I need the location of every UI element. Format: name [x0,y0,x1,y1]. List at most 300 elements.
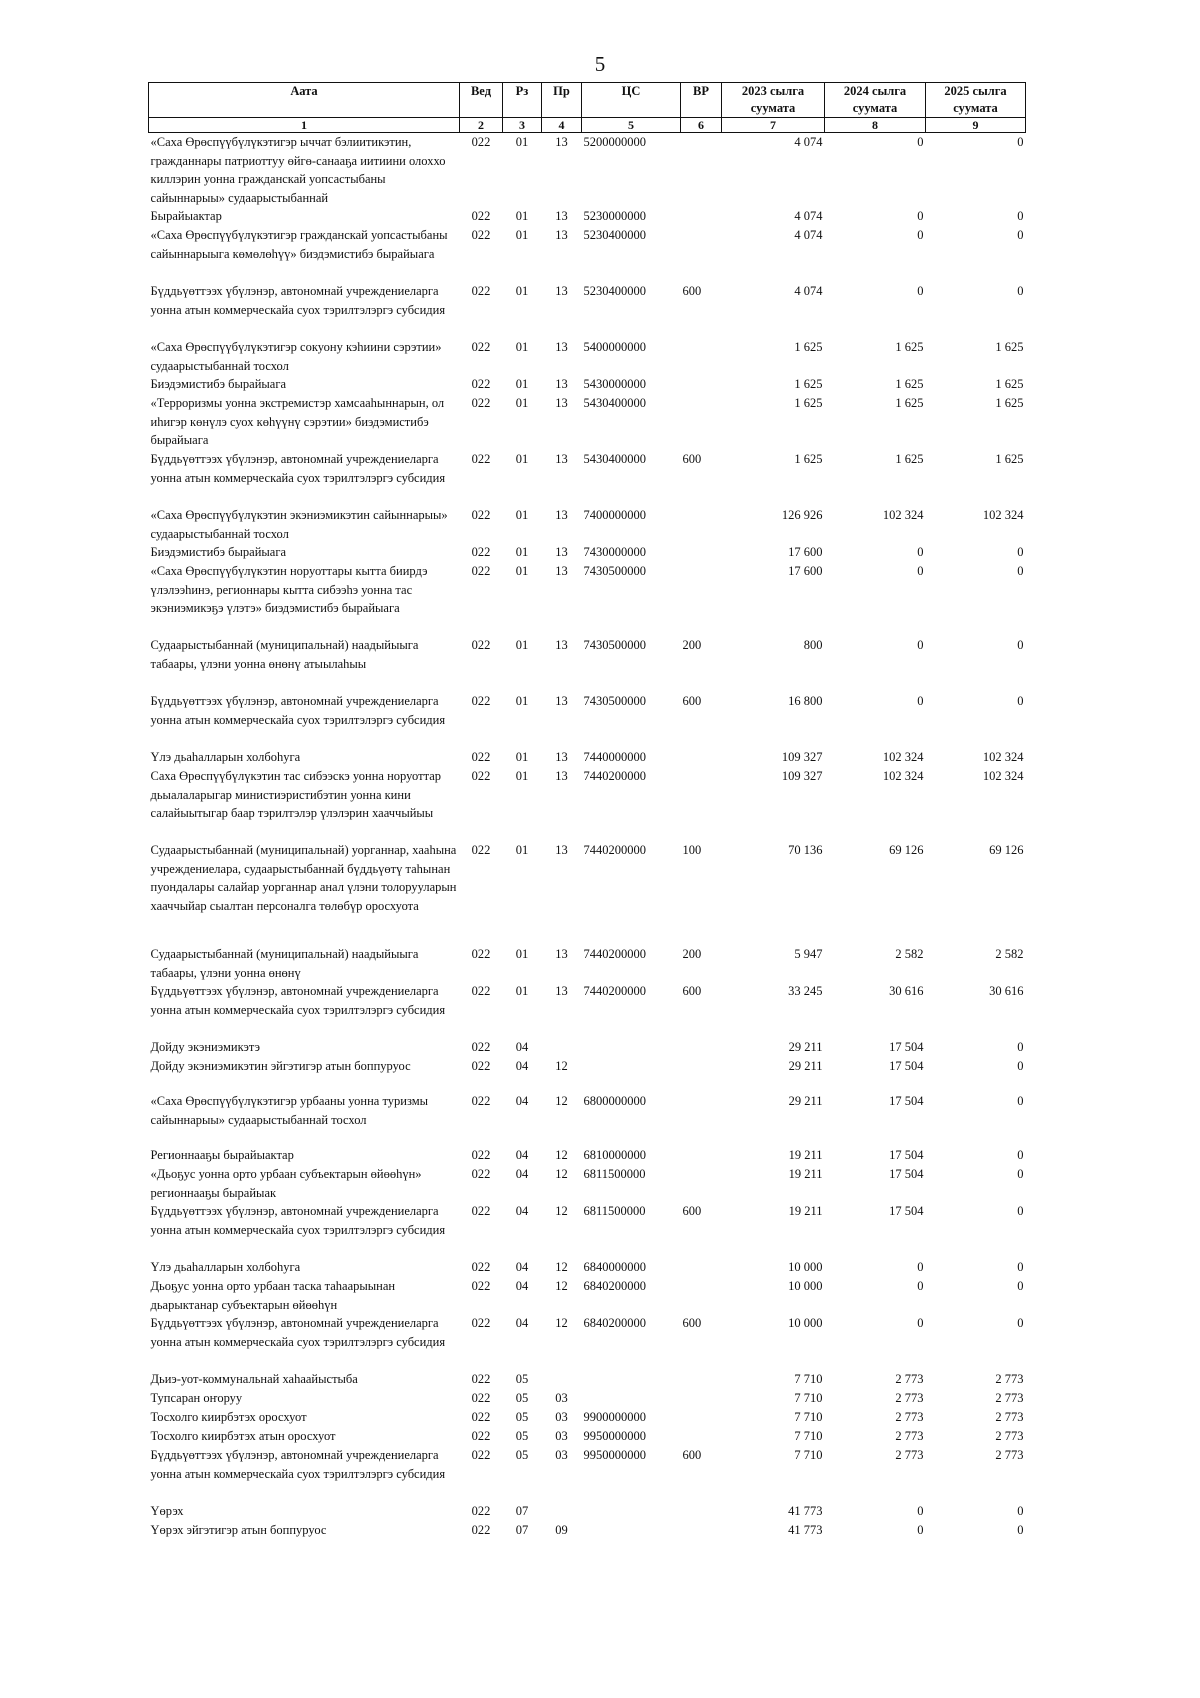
row-rz: 04 [515,1316,529,1330]
row-amount-2024: 0 [917,1523,924,1537]
row-name: «Саха Өрөспүүбүлүкэтин экэниэмикэтин сайыннарыы» судаарыстыбаннай тосхол [150,508,448,541]
row-name: Дьоҕус уонна орто урбаан таска таһаарыынан дьарыктанар субъектарын өйөөһүн [150,1279,396,1312]
row-vr [681,1389,722,1408]
row-name: Бүддьүөттээх үбүлэнэр, автономнай учреждениеларга уонна атын коммерческайа суох тэрилтэлэргэ субсидия [150,694,446,727]
row-amount-2023: 10 000 [788,1316,823,1330]
row-name: Бүддьүөттээх үбүлэнэр, автономнай учреждениеларга уонна атын коммерческайа суох тэрилтэлэргэ субсидия [150,984,446,1017]
row-amount-2025: 2 773 [995,1429,1024,1443]
row-amount-2024: 17 504 [889,1167,924,1181]
row-amount-2024: 1 625 [895,340,924,354]
row-amount-2025: 2 773 [995,1448,1024,1462]
header-cell: 2023 сылга суумата [722,83,825,118]
page-number: 5 [594,52,606,76]
row-name: Бүддьүөттээх үбүлэнэр, автономнай учреждениеларга уонна атын коммерческайа суох тэрилтэлэргэ субсидия [150,1316,446,1349]
row-amount-2023: 5 947 [794,947,823,961]
row-cs [582,1038,681,1057]
table-row [149,394,1026,450]
row-name: Судаарыстыбаннай (муниципальнай) уорганнар, хааһына учреждениелара, судаарыстыбаннай бүддьүөтү таһынан пуондалары салайар уорганнар анал үлэни толорууларын хааччыйар сыалтан персоналга төлөбүр оросхуота [150,843,457,913]
row-ved: 022 [471,1504,491,1518]
row-amount-2025: 0 [1017,1167,1024,1181]
row-name: «Терроризмы уонна экстремистэр хамсааһыннарын, ол иһигэр көнүлэ суох көһүүнү сэрэтии» биэдэмистибэ бырайыага [150,396,445,447]
row-cs: 5230400000 [583,284,646,298]
row-vr: 600 [682,1316,702,1330]
row-amount-2023: 4 074 [794,284,823,298]
row-pr: 12 [555,1094,568,1108]
row-vr [681,1057,722,1092]
row-amount-2024: 1 625 [895,452,924,466]
row-rz: 04 [515,1279,529,1293]
row-cs: 5430400000 [583,452,646,466]
row-ved: 022 [471,638,491,652]
row-amount-2025: 2 773 [995,1372,1024,1386]
table-row [149,982,1026,1038]
row-ved: 022 [471,1148,491,1162]
row-vr [681,767,722,841]
table-row [149,1202,1026,1258]
row-ved: 022 [471,1448,491,1462]
row-vr [681,133,722,208]
row-cs: 6840200000 [583,1316,646,1330]
row-name: Бүддьүөттээх үбүлэнэр, автономнай учреждениеларга уонна атын коммерческайа суох тэрилтэлэргэ субсидия [150,1204,446,1237]
row-rz: 05 [515,1429,529,1443]
row-amount-2024: 102 324 [882,769,924,783]
row-amount-2024: 2 773 [895,1372,924,1386]
table-row [149,841,1026,945]
row-amount-2023: 70 136 [788,843,823,857]
row-pr: 12 [555,1260,568,1274]
row-rz: 01 [515,638,529,652]
row-amount-2024: 69 126 [889,843,924,857]
row-pr: 13 [555,694,568,708]
row-pr: 13 [555,135,568,149]
row-amount-2024: 0 [917,209,924,223]
row-cs: 7440200000 [583,984,646,998]
row-vr: 600 [682,1448,702,1462]
table-row [149,338,1026,375]
table-row [149,1314,1026,1370]
row-rz: 01 [515,769,529,783]
row-vr [681,1521,722,1540]
row-vr: 600 [682,694,702,708]
row-amount-2023: 1 625 [794,377,823,391]
table-row [149,1038,1026,1057]
row-pr: 13 [555,769,568,783]
row-amount-2023: 10 000 [788,1279,823,1293]
row-ved: 022 [471,1279,491,1293]
table-row [149,207,1026,226]
table-row [149,1165,1026,1202]
header-number: 1 [149,118,460,133]
row-amount-2025: 0 [1017,1316,1024,1330]
row-amount-2025: 69 126 [989,843,1024,857]
row-amount-2023: 29 211 [788,1059,823,1073]
row-amount-2025: 0 [1017,135,1024,149]
header-cell: ЦС [582,83,681,118]
row-pr: 13 [555,947,568,961]
row-rz: 01 [515,545,529,559]
row-cs: 6840000000 [583,1260,646,1274]
row-amount-2023: 29 211 [788,1040,823,1054]
row-pr: 13 [555,508,568,522]
row-amount-2024: 0 [917,1260,924,1274]
table-row [149,1521,1026,1540]
row-ved: 022 [471,1094,491,1108]
row-ved: 022 [471,284,491,298]
row-ved: 022 [471,1410,491,1424]
row-pr: 12 [555,1316,568,1330]
row-rz: 01 [515,564,529,578]
row-name: Регионнааҕы бырайыактар [150,1148,294,1162]
row-pr: 13 [555,843,568,857]
row-vr: 600 [682,1204,702,1218]
row-name: Тосхолго киирбэтэх атын оросхуот [150,1429,336,1443]
table-row [149,1277,1026,1314]
row-pr: 13 [555,564,568,578]
row-cs: 9950000000 [583,1429,646,1443]
row-name: Дьиэ-уот-коммунальнай хаһаайыстыба [150,1372,358,1386]
table-row [149,543,1026,562]
row-vr [681,543,722,562]
row-cs: 7440200000 [583,843,646,857]
row-vr [681,375,722,394]
row-rz: 01 [515,340,529,354]
row-amount-2023: 17 600 [788,545,823,559]
row-amount-2023: 7 710 [794,1410,823,1424]
row-amount-2023: 19 211 [788,1204,823,1218]
row-pr [542,1370,582,1389]
row-rz: 05 [515,1372,529,1386]
row-amount-2025: 0 [1017,1523,1024,1537]
header-cell: Вед [460,83,503,118]
row-amount-2024: 17 504 [889,1204,924,1218]
row-amount-2025: 0 [1017,209,1024,223]
row-rz: 01 [515,694,529,708]
header-number: 5 [582,118,681,133]
row-cs: 9900000000 [583,1410,646,1424]
row-ved: 022 [471,228,491,242]
header-cell: Пр [542,83,582,118]
row-cs: 7440000000 [583,750,646,764]
row-cs [582,1502,681,1521]
row-vr [681,1165,722,1202]
row-amount-2024: 17 504 [889,1040,924,1054]
row-cs: 6811500000 [583,1204,646,1218]
header-number: 7 [722,118,825,133]
header-cell: Аата [149,83,460,118]
row-rz: 01 [515,209,529,223]
table-header [149,83,1026,133]
row-cs [582,1370,681,1389]
row-amount-2025: 0 [1017,1148,1024,1162]
row-amount-2024: 102 324 [882,508,924,522]
table-row [149,636,1026,692]
row-vr [681,506,722,543]
row-amount-2025: 1 625 [995,340,1024,354]
row-cs: 7400000000 [583,508,646,522]
row-ved: 022 [471,564,491,578]
row-name: Үлэ дьаһалларын холбоһуга [150,1260,301,1274]
table-body [149,133,1026,1541]
row-amount-2023: 1 625 [794,396,823,410]
table-row [149,1446,1026,1502]
row-ved: 022 [471,340,491,354]
row-cs: 5400000000 [583,340,646,354]
budget-table [148,82,1026,1540]
row-amount-2024: 1 625 [895,377,924,391]
row-rz: 01 [515,377,529,391]
row-vr [681,207,722,226]
row-amount-2024: 2 773 [895,1391,924,1405]
row-amount-2025: 1 625 [995,452,1024,466]
row-name: Бырайыактар [150,209,222,223]
header-number: 9 [926,118,1026,133]
row-name: Дойду экэниэмикэтэ [150,1040,260,1054]
row-cs: 6800000000 [583,1094,646,1108]
row-cs: 5200000000 [583,135,646,149]
row-vr [681,1277,722,1314]
row-name: Тупсаран оҥоруу [150,1391,243,1405]
row-amount-2023: 1 625 [794,340,823,354]
row-cs: 5230400000 [583,228,646,242]
row-vr [681,1502,722,1521]
row-ved: 022 [471,452,491,466]
row-vr: 600 [682,984,702,998]
row-vr [681,338,722,375]
row-rz: 01 [515,508,529,522]
row-name: Бүддьүөттээх үбүлэнэр, автономнай учреждениеларга уонна атын коммерческайа суох тэрилтэлэргэ субсидия [150,284,446,317]
row-amount-2024: 0 [917,1279,924,1293]
row-pr: 13 [555,545,568,559]
row-amount-2024: 102 324 [882,750,924,764]
row-name: Үлэ дьаһалларын холбоһуга [150,750,301,764]
row-name: Судаарыстыбаннай (муниципальнай) наадыйыыга табаары, үлэни уонна өнөнү [150,947,419,980]
row-amount-2025: 0 [1017,638,1024,652]
table-row [149,506,1026,543]
row-rz: 01 [515,750,529,764]
row-amount-2025: 102 324 [982,508,1024,522]
row-name: «Саха Өрөспүүбүлүкэтигэр урбааны уонна туризмы сайыннарыы» судаарыстыбаннай тосхол [150,1094,429,1127]
row-amount-2025: 0 [1017,1094,1024,1108]
row-pr: 13 [555,340,568,354]
row-ved: 022 [471,1204,491,1218]
row-name: Тосхолго киирбэтэх оросхуот [150,1410,307,1424]
row-name: Саха Өрөспүүбүлүкэтин тас сибээскэ уонна норуоттар дьыалаларыгар министиэристибэтин уонна кини салайыытыгар баар тэрилтэлэр үлэлэрин хааччыйыы [150,769,442,820]
row-rz: 01 [515,284,529,298]
row-rz: 04 [515,1059,529,1073]
row-amount-2023: 17 600 [788,564,823,578]
header-number: 4 [542,118,582,133]
row-amount-2025: 0 [1017,1204,1024,1218]
row-pr: 03 [555,1448,568,1462]
row-rz: 05 [515,1410,529,1424]
row-cs: 6840200000 [583,1279,646,1293]
row-name: Үөрэх [150,1504,184,1518]
table-row [149,767,1026,841]
row-ved: 022 [471,1523,491,1537]
row-pr: 13 [555,209,568,223]
row-amount-2023: 7 710 [794,1429,823,1443]
table-row [149,1389,1026,1408]
header-cell: Рз [503,83,542,118]
row-cs: 7430000000 [583,545,646,559]
row-rz: 01 [515,228,529,242]
row-rz: 01 [515,396,529,410]
row-rz: 04 [515,1167,529,1181]
row-amount-2025: 0 [1017,1279,1024,1293]
row-amount-2023: 126 926 [781,508,823,522]
row-pr: 09 [555,1523,568,1537]
row-ved: 022 [471,1059,491,1073]
row-cs: 7430500000 [583,694,646,708]
row-vr [681,1370,722,1389]
row-pr: 12 [555,1148,568,1162]
row-vr: 600 [682,284,702,298]
row-pr: 03 [555,1391,568,1405]
row-name: Биэдэмистибэ бырайыага [150,377,287,391]
row-amount-2023: 109 327 [781,769,823,783]
row-amount-2024: 0 [917,564,924,578]
row-vr [681,748,722,767]
row-cs [582,1057,681,1092]
row-amount-2024: 0 [917,694,924,708]
row-ved: 022 [471,135,491,149]
row-rz: 04 [515,1148,529,1162]
row-vr [681,226,722,282]
row-amount-2023: 7 710 [794,1372,823,1386]
row-ved: 022 [471,750,491,764]
header-number: 3 [503,118,542,133]
row-amount-2024: 2 582 [895,947,924,961]
row-pr: 03 [555,1410,568,1424]
row-pr: 13 [555,284,568,298]
row-amount-2023: 4 074 [794,209,823,223]
row-amount-2023: 16 800 [788,694,823,708]
row-amount-2024: 17 504 [889,1059,924,1073]
row-ved: 022 [471,694,491,708]
row-ved: 022 [471,1260,491,1274]
row-amount-2023: 7 710 [794,1448,823,1462]
row-rz: 04 [515,1260,529,1274]
row-vr [681,1092,722,1146]
row-cs: 7440200000 [583,947,646,961]
row-amount-2024: 2 773 [895,1448,924,1462]
row-amount-2024: 17 504 [889,1148,924,1162]
row-amount-2025: 102 324 [982,769,1024,783]
row-vr [681,1146,722,1165]
row-ved: 022 [471,209,491,223]
row-cs: 5230000000 [583,209,646,223]
row-amount-2025: 2 773 [995,1391,1024,1405]
row-name: «Саха Өрөспүүбүлүкэтигэр ыччат бэлиитикэтин, гражданнары патриоттуу өйгө-санааҕа иитиини олоххо киллэрин уонна гражданскай уопсастыбаны сайыннарыы» судаарыстыбаннай [150,135,446,205]
header-number: 6 [681,118,722,133]
row-amount-2024: 0 [917,228,924,242]
row-amount-2023: 41 773 [788,1523,823,1537]
table-row [149,1258,1026,1277]
row-amount-2024: 0 [917,135,924,149]
row-amount-2024: 0 [917,1504,924,1518]
table-row [149,1408,1026,1427]
row-ved: 022 [471,545,491,559]
row-amount-2023: 41 773 [788,1504,823,1518]
row-pr: 12 [555,1204,568,1218]
row-cs: 7430500000 [583,564,646,578]
row-amount-2024: 0 [917,284,924,298]
row-amount-2023: 19 211 [788,1167,823,1181]
row-ved: 022 [471,1167,491,1181]
row-pr: 13 [555,750,568,764]
row-rz: 01 [515,135,529,149]
row-pr: 13 [555,638,568,652]
row-amount-2025: 102 324 [982,750,1024,764]
row-amount-2023: 19 211 [788,1148,823,1162]
row-vr [681,1038,722,1057]
row-pr: 13 [555,452,568,466]
row-pr: 03 [555,1429,568,1443]
table-row [149,692,1026,748]
row-rz: 07 [515,1504,529,1518]
row-amount-2023: 7 710 [794,1391,823,1405]
row-amount-2025: 0 [1017,545,1024,559]
header-cell: 2024 сылга суумата [825,83,926,118]
row-pr: 12 [555,1279,568,1293]
row-amount-2024: 0 [917,638,924,652]
row-pr: 12 [555,1167,568,1181]
row-amount-2024: 2 773 [895,1410,924,1424]
row-vr: 200 [682,947,702,961]
row-cs: 5430400000 [583,396,646,410]
row-name: Дойду экэниэмикэтин эйгэтигэр атын боппуруос [150,1059,411,1073]
row-ved: 022 [471,947,491,961]
row-ved: 022 [471,1040,491,1054]
row-vr [681,562,722,636]
row-pr [542,1038,582,1057]
row-ved: 022 [471,1372,491,1386]
row-name: Бүддьүөттээх үбүлэнэр, автономнай учреждениеларга уонна атын коммерческайа суох тэрилтэлэргэ субсидия [150,452,446,485]
row-name: «Саха Өрөспүүбүлүкэтигэр гражданскай уопсастыбаны сайыннарыыга көмөлөһүү» биэдэмистибэ бырайыага [150,228,448,261]
row-amount-2023: 10 000 [788,1260,823,1274]
row-pr: 13 [555,396,568,410]
header-cell: ВР [681,83,722,118]
row-cs [582,1389,681,1408]
row-name: Судаарыстыбаннай (муниципальнай) наадыйыыга табаары, үлэни уонна өнөнү атыылаһыы [150,638,419,671]
row-rz: 01 [515,947,529,961]
row-pr: 12 [555,1059,568,1073]
table-row [149,945,1026,982]
row-amount-2024: 2 773 [895,1429,924,1443]
row-amount-2025: 0 [1017,284,1024,298]
row-rz: 04 [515,1094,529,1108]
row-vr [681,394,722,450]
row-rz: 07 [515,1523,529,1537]
row-amount-2025: 2 773 [995,1410,1024,1424]
row-ved: 022 [471,1429,491,1443]
header-number: 8 [825,118,926,133]
row-amount-2025: 0 [1017,1260,1024,1274]
row-vr [681,1427,722,1446]
row-amount-2025: 30 616 [989,984,1024,998]
row-ved: 022 [471,377,491,391]
row-amount-2025: 0 [1017,564,1024,578]
row-ved: 022 [471,1391,491,1405]
row-cs: 9950000000 [583,1448,646,1462]
row-amount-2025: 0 [1017,228,1024,242]
table-row [149,1427,1026,1446]
row-ved: 022 [471,508,491,522]
row-amount-2023: 109 327 [781,750,823,764]
row-vr: 200 [682,638,702,652]
row-vr [681,1258,722,1277]
row-name: «Дьоҕус уонна орто урбаан субъектарын өйөөһүн» регионнааҕы бырайыак [150,1167,422,1200]
